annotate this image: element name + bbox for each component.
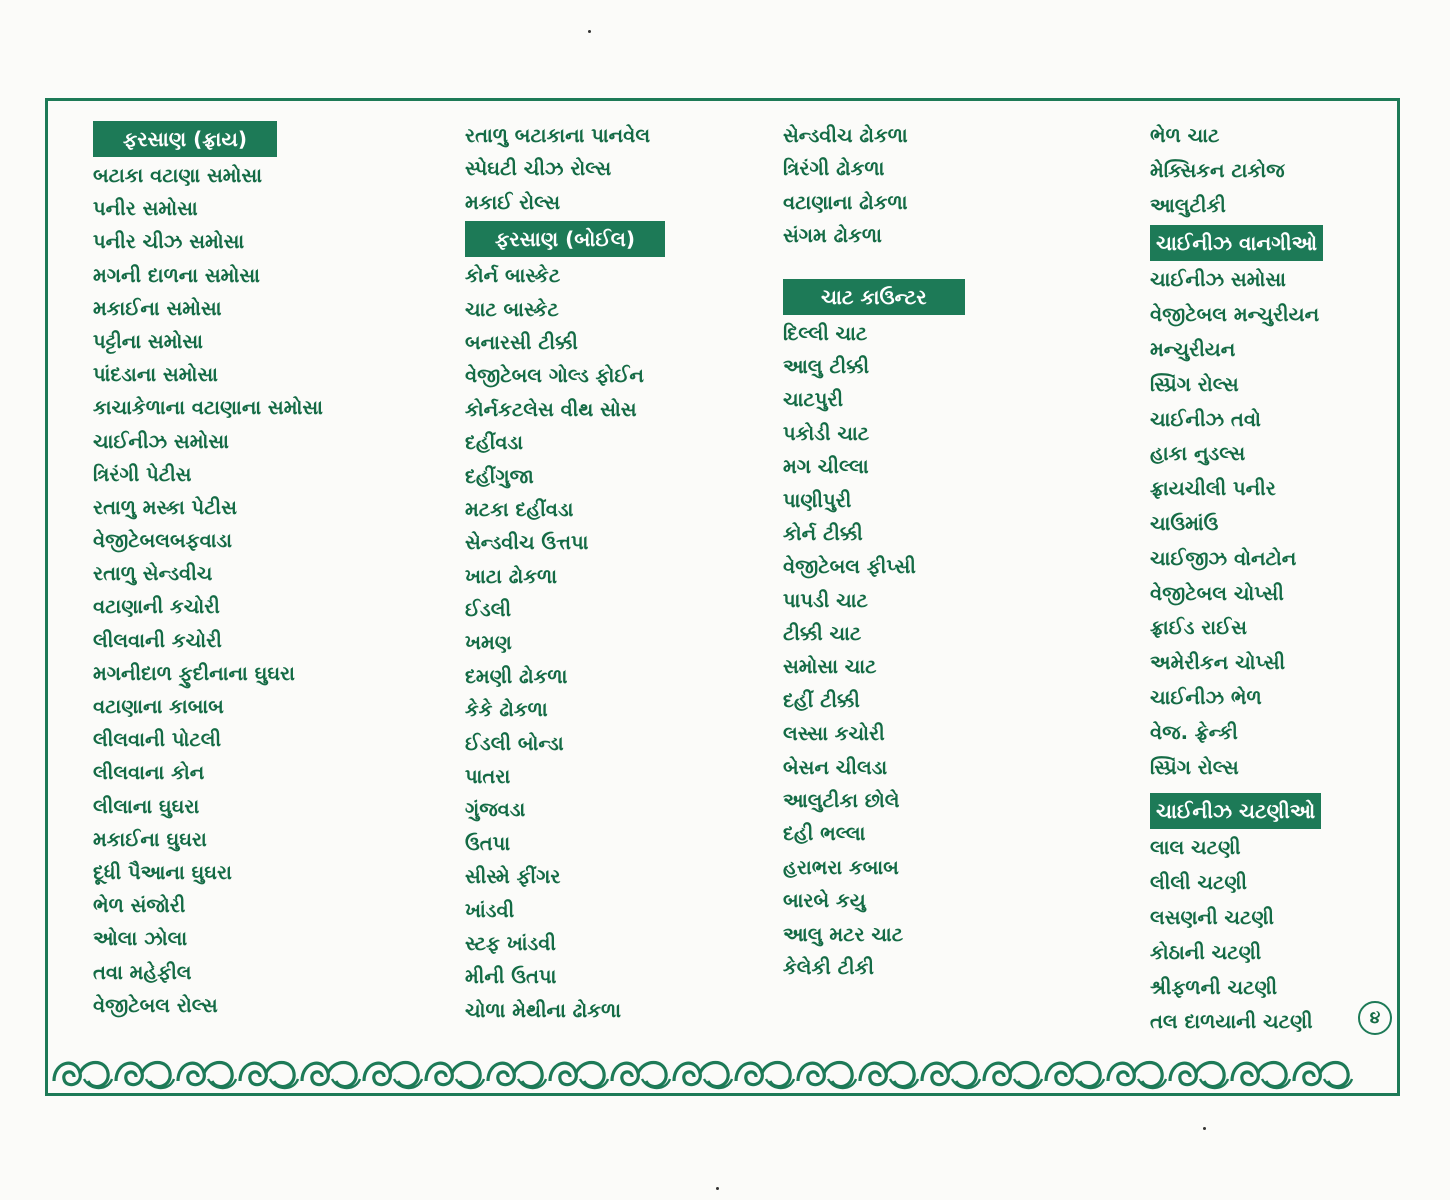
menu-item: સીસ્મે ફીંગર — [465, 865, 561, 889]
menu-item: ચાઈનીઝ સમોસા — [93, 429, 229, 453]
menu-list — [465, 119, 805, 219]
menu-item: ફ્રાયચીલી પનીર — [1150, 477, 1276, 501]
menu-item: વેજીટેબલબફવાડા — [93, 529, 233, 553]
menu-item: ચાઈનીઝ ભેળ — [1150, 685, 1262, 709]
menu-item: મકાઈના ઘુઘરા — [93, 827, 207, 851]
menu-item: કોર્નકટલેસ વીથ સોસ — [465, 397, 637, 421]
menu-item: હરાભરા કબાબ — [783, 855, 899, 879]
section-header-chaat-counter: ચાટ કાઉન્ટર — [783, 279, 965, 315]
menu-item: મગનીદાળ ફુદીનાના ઘુઘરા — [93, 661, 295, 685]
menu-item: સ્પ્રિંગ રોલ્સ — [1150, 372, 1239, 396]
menu-item: ચાઈનીઝ સમોસા — [1150, 268, 1286, 292]
border-motif — [426, 1063, 484, 1089]
border-motif — [364, 1063, 422, 1089]
menu-item: દહી ભલ્લા — [783, 822, 866, 846]
menu-item: ચાઈનીઝ તવો — [1150, 407, 1261, 431]
border-motif — [1108, 1063, 1166, 1089]
menu-item: લીલી ચટણી — [1150, 871, 1247, 895]
menu-item: ભેળ સંજોરી — [93, 894, 186, 918]
menu-item: કેકે ઢોકળા — [465, 698, 548, 722]
section-header-farsan-boil: ફરસાણ (બોઈલ) — [465, 221, 665, 257]
menu-list — [1150, 263, 1400, 785]
menu-item: દિલ્લી ચાટ — [783, 321, 868, 345]
paper-speck — [1203, 1127, 1206, 1130]
menu-list — [93, 159, 433, 1022]
paper-speck — [716, 1187, 719, 1190]
menu-item: વેજીટેબલ મન્ચુરીયન — [1150, 303, 1320, 327]
menu-item: ચાઉમાંઉ — [1150, 511, 1219, 535]
border-motif — [736, 1063, 794, 1089]
menu-item: મેક્સિકન ટાકોજ — [1150, 158, 1285, 182]
menu-item: ગુંજવડા — [465, 798, 526, 822]
menu-item: ઈડલી બોન્ડા — [465, 731, 564, 755]
page-number-badge: ૪ — [1358, 1001, 1392, 1035]
menu-item: ટીક્કી ચાટ — [783, 622, 862, 646]
menu-item: લીલવાની કચોરી — [93, 628, 222, 652]
menu-item: પનીર ચીઝ સમોસા — [93, 230, 245, 254]
decorative-border-pattern — [48, 1049, 1397, 1093]
menu-item: પાપડી ચાટ — [783, 588, 868, 612]
border-motif — [1046, 1063, 1104, 1089]
menu-item: પનીર સમોસા — [93, 197, 198, 221]
menu-item: સેન્ડવીચ ઉત્તપા — [465, 531, 589, 555]
menu-column-1 — [93, 119, 433, 1022]
border-motif — [550, 1063, 608, 1089]
menu-list — [783, 317, 1123, 985]
menu-item: સ્પ્રિંગ રોલ્સ — [1150, 755, 1239, 779]
border-motif — [54, 1063, 112, 1089]
menu-item: લાલ ચટણી — [1150, 836, 1241, 860]
menu-item: ચાટ બાસ્કેટ — [465, 297, 559, 321]
menu-item: આલુ મટર ચાટ — [783, 922, 904, 946]
menu-item: ભેળ ચાટ — [1150, 124, 1220, 147]
section-header-chinese-chutneys: ચાઈનીઝ ચટણીઓ — [1150, 793, 1321, 829]
menu-item: ઈડલી — [465, 598, 512, 622]
menu-item: ખાટા ઢોકળા — [465, 564, 558, 588]
menu-item: મકાઈના સમોસા — [93, 296, 222, 320]
menu-list — [1150, 119, 1400, 223]
menu-item: દહીં ટીક્કી — [783, 688, 860, 712]
menu-item: ચાઈજીઝ વોનટોન — [1150, 546, 1297, 570]
menu-item: કોર્ન ટીક્કી — [783, 521, 863, 545]
menu-column-2 — [465, 119, 805, 1027]
menu-item: લસ્સા કચોરી — [783, 722, 885, 746]
menu-item: વટાણાના ઢોકળા — [783, 190, 908, 214]
menu-item: બનારસી ટીક્કી — [465, 330, 578, 354]
border-motif — [240, 1063, 298, 1089]
border-motif — [922, 1063, 980, 1089]
menu-item: રતાળુ મસ્કા પેટીસ — [93, 495, 237, 519]
menu-item: દૂધી પૈઆના ઘુઘરા — [93, 860, 232, 884]
menu-item: કોઠાની ચટણી — [1150, 940, 1262, 964]
menu-item: મન્ચુરીયન — [1150, 337, 1236, 361]
menu-item: કાચાકેળાના વટાણાના સમોસા — [93, 396, 323, 420]
menu-item: ખાંડવી — [465, 898, 515, 922]
menu-item: મીની ઉતપા — [465, 965, 557, 989]
menu-column-3 — [783, 119, 1123, 984]
menu-item: લસણની ચટણી — [1150, 905, 1274, 929]
border-motif — [1294, 1063, 1352, 1089]
menu-item: બેસન ચીલડા — [783, 755, 888, 779]
menu-item: વેજીટેબલ ગોલ્ડ ફોઈન — [465, 364, 644, 388]
menu-item: ચોળા મેથીના ઢોકળા — [465, 998, 621, 1022]
menu-item: ઓલા ઝોલા — [93, 927, 188, 951]
border-motif — [798, 1063, 856, 1089]
menu-item: મટકા દહીંવડા — [465, 497, 574, 521]
menu-item: પટ્ટીના સમોસા — [93, 329, 203, 353]
menu-item: કોર્ન બાસ્કેટ — [465, 264, 561, 288]
menu-item: રતાળુ બટાકાના પાનવેલ — [465, 124, 651, 147]
menu-item: લીલવાની પોટલી — [93, 728, 222, 752]
menu-item: આલુટીકા છોલે — [783, 789, 900, 813]
menu-item: પાંદડાના સમોસા — [93, 363, 218, 387]
border-motif — [860, 1063, 918, 1089]
menu-item: સ્ટફ ખાંડવી — [465, 931, 556, 955]
menu-item: તવા મહેફીલ — [93, 960, 192, 984]
menu-item: પાણીપુરી — [783, 488, 852, 512]
menu-item: બટાકા વટાણા સમોસા — [93, 164, 262, 187]
menu-item: વટાણાના કાબાબ — [93, 695, 224, 718]
border-motif — [488, 1063, 546, 1089]
menu-item: મગની દાળના સમોસા — [93, 263, 260, 287]
border-motif — [1232, 1063, 1290, 1089]
menu-item: દહીંવડા — [465, 431, 523, 455]
menu-list — [783, 119, 1123, 253]
border-motif — [302, 1063, 360, 1089]
menu-item: હાકા નુડલ્સ — [1150, 442, 1246, 466]
menu-item: સંગમ ઢોકળા — [783, 224, 882, 248]
menu-item: પકોડી ચાટ — [783, 421, 870, 445]
border-motif — [178, 1063, 236, 1089]
menu-item: ઉતપા — [465, 831, 511, 855]
menu-item: વેજીટેબલ રોલ્સ — [93, 993, 218, 1017]
menu-item: વેજીટેબલ ફીપ્સી — [783, 555, 916, 579]
menu-item: રતાળુ સેન્ડવીચ — [93, 562, 213, 586]
menu-item: ફ્રાઈડ રાઈસ — [1150, 616, 1247, 640]
menu-item: વેજીટેબલ ચોપ્સી — [1150, 581, 1284, 605]
menu-item: તલ દાળયાની ચટણી — [1150, 1010, 1313, 1034]
menu-item: પાતરા — [465, 765, 511, 789]
menu-item: ચાટપુરી — [783, 388, 844, 412]
menu-item: ત્રિરંગી પેટીસ — [93, 462, 192, 486]
menu-item: સ્પેઘટી ચીઝ રોલ્સ — [465, 157, 612, 181]
menu-item: ખમણ — [465, 631, 512, 655]
menu-item: લીલાના ઘુઘરા — [93, 794, 200, 818]
section-header-farsan-fry: ફરસાણ (ફ્રાય) — [93, 121, 277, 157]
menu-item: બારબે કયુ — [783, 889, 866, 913]
border-motif — [674, 1063, 732, 1089]
menu-item: વેજ. ફ્રેન્કી — [1150, 720, 1238, 744]
menu-item: આલુ ટીક્કી — [783, 354, 870, 378]
menu-list — [465, 259, 805, 1027]
menu-item: મકાઈ રોલ્સ — [465, 190, 561, 214]
border-motif — [1170, 1063, 1228, 1089]
border-motif — [984, 1063, 1042, 1089]
menu-column-4 — [1150, 119, 1400, 1040]
menu-item: દહીંગુજા — [465, 464, 534, 488]
menu-item: કેલેકી ટીકી — [783, 955, 874, 979]
border-motif — [116, 1063, 174, 1089]
menu-page-frame — [45, 98, 1400, 1096]
menu-item: દમણી ઢોકળા — [465, 664, 568, 688]
section-header-chinese-dishes: ચાઈનીઝ વાનગીઓ — [1150, 225, 1323, 261]
menu-item: સેન્ડવીચ ઢોકળા — [783, 124, 908, 147]
menu-item: વટાણાની કચોરી — [93, 595, 220, 619]
menu-item: સમોસા ચાટ — [783, 655, 877, 679]
paper-speck — [588, 30, 591, 33]
menu-item: ત્રિરંગી ઢોકળા — [783, 157, 885, 181]
menu-item: શ્રીફળની ચટણી — [1150, 975, 1278, 999]
menu-item: મગ ચીલ્લા — [783, 455, 869, 479]
menu-item: લીલવાના કોન — [93, 761, 205, 785]
menu-item: અમેરીકન ચોપ્સી — [1150, 651, 1286, 675]
border-motif — [612, 1063, 670, 1089]
menu-item: આલુટીકી — [1150, 193, 1226, 217]
